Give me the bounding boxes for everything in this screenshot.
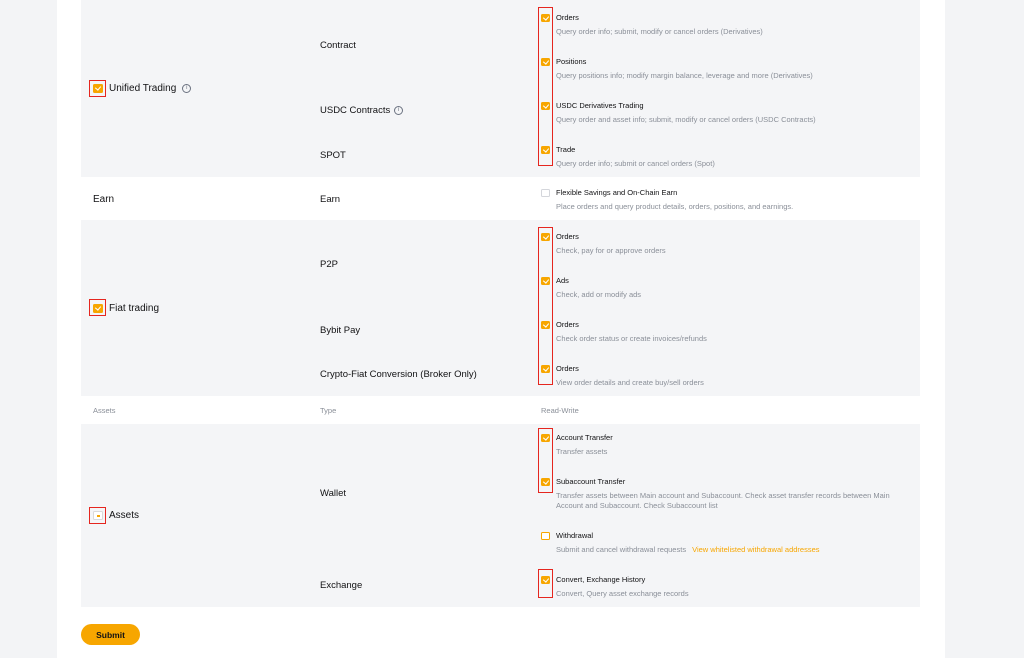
type-p2p: P2P	[320, 259, 338, 270]
perm-desc: Check, add or modify ads	[556, 290, 642, 299]
highlight-box	[89, 507, 106, 524]
perm-checkbox[interactable]	[541, 532, 550, 540]
perm-desc: Query order and asset info; submit, modify or cancel orders (USDC Contracts)	[556, 115, 816, 124]
type-contract: Contract	[320, 40, 356, 51]
earn-section	[81, 177, 920, 220]
type-usdc-contracts	[320, 105, 403, 116]
view-whitelisted-addresses-link[interactable]: View whitelisted withdrawal addresses	[692, 545, 820, 554]
highlight-box	[538, 7, 553, 166]
perm-title: Trade	[556, 145, 576, 154]
type-usdc-label: USDC Contracts	[320, 105, 391, 116]
perm-desc: Check, pay for or approve orders	[556, 246, 666, 255]
perm-desc	[556, 545, 820, 555]
info-icon[interactable]: i	[182, 84, 191, 93]
perm-desc: Transfer assets	[556, 447, 608, 456]
type-bybit-pay: Bybit Pay	[320, 325, 361, 336]
perm-title: Flexible Savings and On-Chain Earn	[556, 188, 678, 197]
assets-label: Assets	[109, 510, 140, 521]
perm-title: Account Transfer	[556, 433, 613, 442]
assets-header-row	[81, 396, 920, 424]
type-spot: SPOT	[320, 150, 346, 161]
unified-trading-section	[81, 0, 920, 177]
earn-label: Earn	[93, 194, 115, 205]
perm-checkbox[interactable]	[541, 189, 550, 197]
header-assets: Assets	[93, 406, 116, 415]
type-crypto-fiat: Crypto-Fiat Conversion (Broker Only)	[320, 369, 477, 380]
perm-title: Orders	[556, 320, 579, 329]
perm-title: Orders	[556, 13, 579, 22]
unified-trading-row-header	[93, 83, 191, 94]
perm-title: Orders	[556, 364, 579, 373]
perm-title: Orders	[556, 232, 579, 241]
highlight-box	[538, 569, 553, 598]
highlight-box	[538, 227, 553, 385]
header-read-write: Read-Write	[541, 406, 579, 415]
withdrawal-desc-text: Submit and cancel withdrawal requests	[556, 545, 687, 554]
fiat-trading-label: Fiat trading	[109, 303, 160, 314]
highlight-box	[538, 428, 553, 493]
info-icon[interactable]: i	[394, 106, 403, 115]
fiat-trading-section	[81, 220, 920, 396]
submit-button[interactable]: Submit	[81, 624, 140, 645]
perm-title: Convert, Exchange History	[556, 575, 646, 584]
perm-desc: View order details and create buy/sell orders	[556, 378, 704, 387]
perm-desc: Convert, Query asset exchange records	[556, 589, 689, 598]
perm-desc: Place orders and query product details, orders, positions, and earnings.	[556, 202, 794, 211]
type-wallet: Wallet	[320, 488, 347, 499]
perm-title: USDC Derivatives Trading	[556, 101, 644, 110]
highlight-box	[89, 80, 106, 97]
header-type: Type	[320, 406, 337, 415]
type-exchange: Exchange	[320, 580, 363, 591]
perm-title: Subaccount Transfer	[556, 477, 626, 486]
perm-title: Positions	[556, 57, 587, 66]
assets-section	[81, 424, 920, 607]
perm-desc: Query positions info; modify margin balance, leverage and more (Derivatives)	[556, 71, 813, 80]
perm-desc: Transfer assets between Main account and Subaccount. Check asset transfer records between Main Account and Subaccount. Check Subaccount list	[556, 491, 890, 510]
type-earn: Earn	[320, 194, 341, 205]
perm-desc: Query order info; submit or cancel orders (Spot)	[556, 159, 715, 168]
perm-desc: Check order status or create invoices/refunds	[556, 334, 707, 343]
perm-title: Withdrawal	[556, 531, 594, 540]
highlight-box	[89, 299, 106, 316]
perm-desc: Query order info; submit, modify or cancel orders (Derivatives)	[556, 27, 763, 36]
perm-title: Ads	[556, 276, 569, 285]
unified-trading-label: Unified Trading	[109, 83, 177, 94]
